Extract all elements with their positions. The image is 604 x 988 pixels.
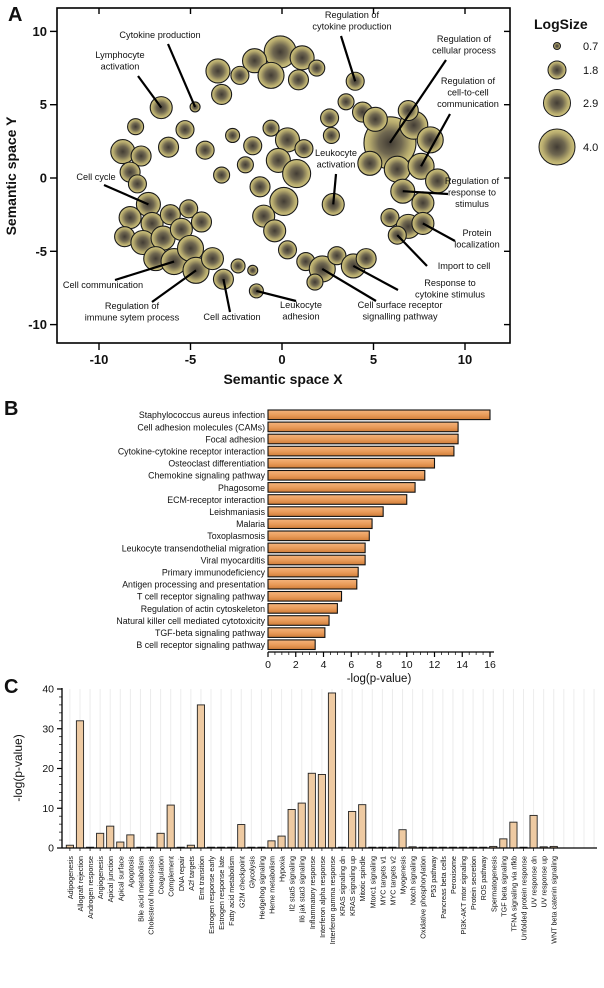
svg-text:localization: localization <box>454 239 500 250</box>
svg-text:0: 0 <box>278 352 286 367</box>
svg-text:Regulation of: Regulation of <box>444 176 500 186</box>
panel-a-bubble-plot <box>0 0 604 398</box>
svg-text:10: 10 <box>32 23 47 39</box>
panel-b-label: B <box>4 398 19 420</box>
svg-text:10: 10 <box>42 802 54 815</box>
svg-text:KRAS signaling up: KRAS signaling up <box>348 856 358 916</box>
svg-text:Angiogenesis: Angiogenesis <box>96 856 106 900</box>
svg-text:4: 4 <box>320 659 327 671</box>
svg-text:Cytokine production: Cytokine production <box>119 30 201 40</box>
svg-text:6: 6 <box>348 659 355 671</box>
svg-text:0: 0 <box>265 659 271 671</box>
svg-text:Glycolysis: Glycolysis <box>247 856 257 889</box>
svg-text:response to: response to <box>447 187 497 198</box>
panel-c-label: C <box>4 676 19 698</box>
svg-text:Inflammatory response: Inflammatory response <box>307 856 317 930</box>
svg-text:Phagosome: Phagosome <box>218 482 265 493</box>
svg-text:-log(p-value): -log(p-value) <box>11 734 25 802</box>
svg-text:cytokine production: cytokine production <box>312 21 392 32</box>
svg-text:Cholesterol homeostasis: Cholesterol homeostasis <box>146 856 156 935</box>
svg-text:Myogenesis: Myogenesis <box>398 856 408 895</box>
svg-text:Import to cell: Import to cell <box>437 261 491 271</box>
svg-text:Coagulation: Coagulation <box>156 856 166 895</box>
svg-text:Pancreas beta cells: Pancreas beta cells <box>438 856 448 919</box>
svg-text:Osteoclast differentiation: Osteoclast differentiation <box>168 458 265 469</box>
svg-text:cell-to-cell: cell-to-cell <box>447 87 489 98</box>
svg-text:Apical surface: Apical surface <box>116 856 126 902</box>
svg-text:LogSize: LogSize <box>534 16 588 32</box>
svg-text:activation: activation <box>100 61 140 72</box>
svg-text:-log(p-value): -log(p-value) <box>346 673 412 685</box>
svg-text:A2f targets: A2f targets <box>186 856 196 891</box>
svg-text:signalling pathway: signalling pathway <box>362 311 438 322</box>
svg-text:adhesion: adhesion <box>282 311 320 322</box>
svg-text:Il2 stat5 signaling: Il2 stat5 signaling <box>287 856 297 912</box>
panel-c-bar-chart <box>0 675 604 988</box>
svg-text:Regulation of: Regulation of <box>440 76 496 86</box>
svg-text:Regulation of actin cytoskelet: Regulation of actin cytoskeleton <box>140 603 265 614</box>
svg-text:Primary immunodeficiency: Primary immunodeficiency <box>161 567 265 578</box>
svg-text:Apoptosis: Apoptosis <box>126 856 136 888</box>
svg-text:Estrogen response late: Estrogen response late <box>217 856 227 930</box>
svg-text:0: 0 <box>48 842 54 855</box>
svg-text:Semantic space X: Semantic space X <box>223 371 343 387</box>
svg-text:Peroxisome: Peroxisome <box>448 856 458 894</box>
svg-text:MYC targets v2: MYC targets v2 <box>388 856 398 906</box>
svg-text:Hedgehog signaling: Hedgehog signaling <box>257 856 267 920</box>
svg-text:ECM-receptor interaction: ECM-receptor interaction <box>167 494 265 505</box>
svg-text:Leishmaniasis: Leishmaniasis <box>209 507 265 517</box>
svg-text:Staphylococcus aureus infectio: Staphylococcus aureus infection <box>138 410 265 421</box>
svg-text:Fatty acid metabolism: Fatty acid metabolism <box>227 856 237 926</box>
svg-text:30: 30 <box>42 723 54 736</box>
svg-text:12: 12 <box>428 659 441 671</box>
svg-text:Mitotic spindle: Mitotic spindle <box>358 856 368 902</box>
svg-text:Cell adhesion molecules (CAMs): Cell adhesion molecules (CAMs) <box>137 422 265 433</box>
svg-text:14: 14 <box>456 659 469 671</box>
svg-text:Natural killer cell mediated c: Natural killer cell mediated cytotoxicity <box>116 615 265 626</box>
svg-text:TGF-beta signaling pathway: TGF-beta signaling pathway <box>154 628 265 638</box>
svg-text:20: 20 <box>42 763 54 775</box>
svg-text:Regulation of: Regulation of <box>436 34 492 44</box>
svg-text:KRAS signaling dn: KRAS signaling dn <box>338 856 348 916</box>
svg-text:-10: -10 <box>89 352 109 367</box>
svg-text:Androgen response: Androgen response <box>86 856 96 919</box>
svg-text:5: 5 <box>369 352 378 367</box>
svg-text:Leukocyte: Leukocyte <box>315 148 357 158</box>
svg-text:immune sytem process: immune sytem process <box>84 312 180 323</box>
svg-text:Heme metabolism: Heme metabolism <box>267 856 277 914</box>
svg-text:UV response up: UV response up <box>539 856 549 908</box>
svg-text:Toxoplasmosis: Toxoplasmosis <box>207 531 265 542</box>
svg-text:Allograft rejection: Allograft rejection <box>75 856 85 912</box>
svg-text:TFNA signaling via nfkb: TFNA signaling via nfkb <box>509 856 519 932</box>
svg-text:P53 pathway: P53 pathway <box>428 856 438 898</box>
svg-text:Hypoxia: Hypoxia <box>277 856 287 882</box>
svg-text:Chemokine signaling pathway: Chemokine signaling pathway <box>148 470 265 481</box>
svg-text:Regulation of: Regulation of <box>324 10 380 20</box>
svg-text:Cytokine-cytokine receptor int: Cytokine-cytokine receptor interaction <box>117 446 265 457</box>
svg-text:0.7: 0.7 <box>583 41 599 53</box>
svg-text:0: 0 <box>39 170 47 186</box>
svg-text:4.0: 4.0 <box>583 142 599 154</box>
svg-text:PI3K-AKT mtor signaling: PI3K-AKT mtor signaling <box>459 856 469 935</box>
svg-text:Oxidative phosphorylation: Oxidative phosphorylation <box>418 856 428 939</box>
panel-a-label: A <box>8 4 23 26</box>
svg-text:-5: -5 <box>35 243 47 259</box>
svg-text:communication: communication <box>437 99 499 109</box>
svg-text:40: 40 <box>42 683 54 696</box>
svg-text:DNA repair: DNA repair <box>176 856 186 892</box>
svg-text:Apical junction: Apical junction <box>106 856 116 903</box>
svg-text:-5: -5 <box>184 352 197 367</box>
svg-text:Focal adhesion: Focal adhesion <box>205 434 265 445</box>
svg-text:16: 16 <box>484 659 496 671</box>
svg-text:Cell surface receptor: Cell surface receptor <box>357 300 443 310</box>
svg-text:B cell receptor signaling path: B cell receptor signaling pathway <box>136 640 265 651</box>
svg-text:10: 10 <box>400 659 413 671</box>
svg-text:Il6 jak stat3 signaling: Il6 jak stat3 signaling <box>297 856 307 923</box>
svg-text:Leukocyte transendothelial mig: Leukocyte transendothelial migration <box>121 543 265 554</box>
svg-text:Spermatogenesis: Spermatogenesis <box>489 856 499 912</box>
svg-text:Semantic space Y: Semantic space Y <box>3 116 19 236</box>
svg-text:Adipogenesis: Adipogenesis <box>65 856 75 900</box>
svg-text:Interferon alpha response: Interferon alpha response <box>317 856 327 938</box>
svg-text:Protein: Protein <box>462 228 492 238</box>
svg-text:Cell communication: Cell communication <box>62 280 144 290</box>
svg-text:5: 5 <box>39 97 47 113</box>
svg-text:Antigen processing and present: Antigen processing and presentation <box>122 579 265 590</box>
svg-text:activation: activation <box>316 159 356 170</box>
svg-text:Lymphocyte: Lymphocyte <box>95 50 145 60</box>
panel-b-bar-chart <box>0 400 604 685</box>
svg-text:Cell activation: Cell activation <box>203 312 261 322</box>
svg-text:-10: -10 <box>28 317 47 333</box>
svg-text:UV response dn: UV response dn <box>529 856 539 908</box>
svg-text:Protein secretion: Protein secretion <box>469 856 479 910</box>
svg-text:ROS pathway: ROS pathway <box>479 856 489 901</box>
svg-text:Cell cycle: Cell cycle <box>76 172 116 182</box>
svg-text:2.9: 2.9 <box>583 98 599 110</box>
svg-text:Malaria: Malaria <box>236 519 265 530</box>
svg-text:WNT beta catenin signaling: WNT beta catenin signaling <box>549 856 559 944</box>
svg-text:cytokine stimulus: cytokine stimulus <box>415 289 485 300</box>
svg-text:Leukocyte: Leukocyte <box>280 300 322 310</box>
svg-text:8: 8 <box>376 659 382 671</box>
svg-text:T cell receptor signaling path: T cell receptor signaling pathway <box>137 591 265 602</box>
svg-text:2: 2 <box>292 659 299 671</box>
svg-text:Unfolded protein response: Unfolded protein response <box>519 856 529 941</box>
svg-text:Mtorc1 signaling: Mtorc1 signaling <box>368 856 378 909</box>
svg-text:Response to: Response to <box>424 278 476 288</box>
svg-text:TGF beta signaling: TGF beta signaling <box>499 856 509 917</box>
svg-text:Bile acid metabolism: Bile acid metabolism <box>136 856 146 922</box>
svg-text:Emt transition: Emt transition <box>196 856 206 900</box>
svg-text:Complement: Complement <box>166 856 176 897</box>
svg-text:Notch signaling: Notch signaling <box>408 856 418 906</box>
svg-text:stimulus: stimulus <box>455 199 489 209</box>
svg-text:cellular process: cellular process <box>432 45 496 56</box>
svg-text:MYC targets v1: MYC targets v1 <box>378 856 388 906</box>
svg-text:Regulation of: Regulation of <box>104 301 160 311</box>
svg-text:Interferon gamma response: Interferon gamma response <box>327 856 337 945</box>
svg-text:1.8: 1.8 <box>583 65 599 77</box>
svg-text:Estrogen response early: Estrogen response early <box>207 856 217 934</box>
svg-text:Viral myocarditis: Viral myocarditis <box>200 555 265 566</box>
svg-text:10: 10 <box>457 352 473 367</box>
svg-text:G2M checkpoint: G2M checkpoint <box>237 856 247 908</box>
